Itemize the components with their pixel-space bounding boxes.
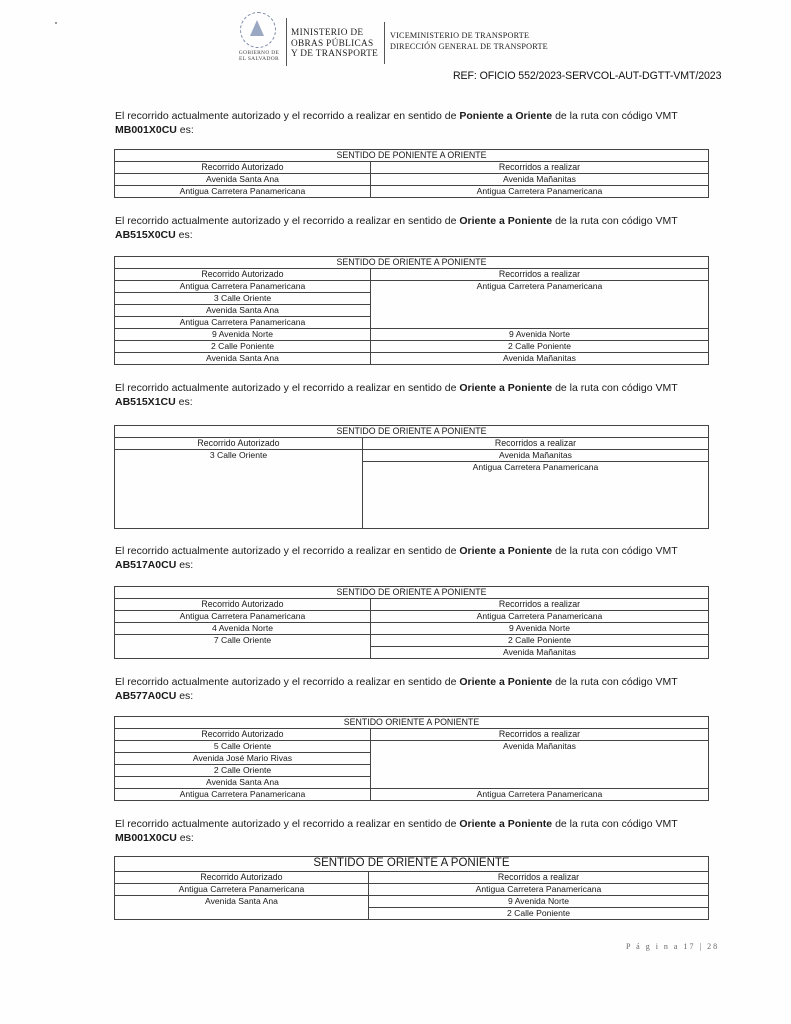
section-paragraph: El recorrido actualmente autorizado y el recorrido a realizar en sentido de Oriente a Poniente de la ruta con código VMT AB517A0CU es: — [115, 545, 678, 571]
table-row: Antigua Carretera Panamericana Antigua Carretera Panamericana — [115, 884, 709, 896]
section-paragraph: El recorrido actualmente autorizado y el recorrido a realizar en sentido de Oriente a Poniente de la ruta con código VMT MB001X0CU es: — [115, 818, 678, 844]
col-header-planned: Recorridos a realizar — [363, 438, 709, 450]
route-table — [114, 716, 709, 801]
table-row: Avenida Santa Ana 9 Avenida Norte — [115, 896, 709, 908]
route-table — [114, 256, 709, 365]
table-row: Antigua Carretera Panamericana Antigua Carretera Panamericana — [115, 186, 709, 198]
route-table — [114, 425, 709, 529]
col-header-planned: Recorridos a realizar — [371, 599, 709, 611]
table-title: SENTIDO DE ORIENTE A PONIENTE — [115, 857, 709, 872]
table-row: Antigua Carretera Panamericana Antigua Carretera Panamericana — [115, 611, 709, 623]
col-header-planned: Recorridos a realizar — [371, 269, 709, 281]
col-header-authorized: Recorrido Autorizado — [115, 599, 371, 611]
table-row: 4 Avenida Norte 9 Avenida Norte — [115, 623, 709, 635]
section-paragraph: El recorrido actualmente autorizado y el recorrido a realizar en sentido de Oriente a Poniente de la ruta con código VMT AB515X0CU es: — [115, 215, 678, 241]
col-header-planned: Recorridos a realizar — [371, 162, 709, 174]
col-header-planned: Recorridos a realizar — [371, 729, 709, 741]
col-header-authorized: Recorrido Autorizado — [115, 269, 371, 281]
table-row: 9 Avenida Norte 9 Avenida Norte — [115, 329, 709, 341]
table-title: SENTIDO DE ORIENTE A PONIENTE — [115, 257, 709, 269]
government-label: GOBIERNO DE EL SALVADOR — [238, 50, 280, 62]
table-title: SENTIDO DE ORIENTE A PONIENTE — [115, 426, 709, 438]
col-header-authorized: Recorrido Autorizado — [115, 872, 369, 884]
table-row: Avenida José Mario Rivas — [115, 753, 709, 765]
table-row: 3 Calle Oriente Avenida Mañanitas — [115, 450, 709, 462]
col-header-authorized: Recorrido Autorizado — [115, 438, 363, 450]
table-row: Antigua Carretera Panamericana — [115, 462, 709, 529]
col-header-authorized: Recorrido Autorizado — [115, 162, 371, 174]
section-paragraph: El recorrido actualmente autorizado y el recorrido a realizar en sentido de Oriente a Poniente de la ruta con código VMT AB515X1CU es: — [115, 382, 678, 408]
table-title: SENTIDO ORIENTE A PONIENTE — [115, 717, 709, 729]
col-header-authorized: Recorrido Autorizado — [115, 729, 371, 741]
table-title: SENTIDO DE PONIENTE A ORIENTE — [115, 150, 709, 162]
table-row: 3 Calle Oriente — [115, 293, 709, 305]
vice-ministry-name: VICEMINISTERIO DE TRANSPORTE DIRECCIÓN GENERAL DE TRANSPORTE — [390, 31, 548, 51]
table-row: Antigua Carretera Panamericana Antigua Carretera Panamericana — [115, 281, 709, 293]
table-row: 2 Calle Oriente — [115, 765, 709, 777]
table-row: Avenida Mañanitas — [115, 647, 709, 659]
table-row: 2 Calle Poniente — [115, 908, 709, 920]
ministry-name: MINISTERIO DE OBRAS PÚBLICAS Y DE TRANSPORTE — [291, 28, 379, 59]
table-row: 2 Calle Poniente 2 Calle Poniente — [115, 341, 709, 353]
reference-number: REF: OFICIO 552/2023-SERVCOL-AUT-DGTT-VMT/2023 — [453, 70, 722, 82]
table-row: 7 Calle Oriente 2 Calle Poniente — [115, 635, 709, 647]
route-table — [114, 149, 709, 198]
route-table — [114, 856, 709, 920]
scan-mark — [55, 22, 57, 24]
table-row: Antigua Carretera Panamericana Antigua Carretera Panamericana — [115, 789, 709, 801]
table-row: Avenida Santa Ana — [115, 305, 709, 317]
header-divider — [384, 22, 385, 64]
route-table — [114, 586, 709, 659]
table-row: Avenida Santa Ana — [115, 777, 709, 789]
table-row: Antigua Carretera Panamericana — [115, 317, 709, 329]
table-row: Avenida Santa Ana Avenida Mañanitas — [115, 353, 709, 365]
col-header-planned: Recorridos a realizar — [369, 872, 709, 884]
section-paragraph: El recorrido actualmente autorizado y el recorrido a realizar en sentido de Oriente a Poniente de la ruta con código VMT AB577A0CU es: — [115, 676, 678, 702]
table-title: SENTIDO DE ORIENTE A PONIENTE — [115, 587, 709, 599]
table-row: 5 Calle Oriente Avenida Mañanitas — [115, 741, 709, 753]
table-row: Avenida Santa Ana Avenida Mañanitas — [115, 174, 709, 186]
section-paragraph: El recorrido actualmente autorizado y el recorrido a realizar en sentido de Poniente a Oriente de la ruta con código VMT MB001X0CU es: — [115, 110, 678, 136]
page-number: P á g i n a 17 | 28 — [626, 942, 720, 951]
header-divider — [286, 18, 287, 66]
